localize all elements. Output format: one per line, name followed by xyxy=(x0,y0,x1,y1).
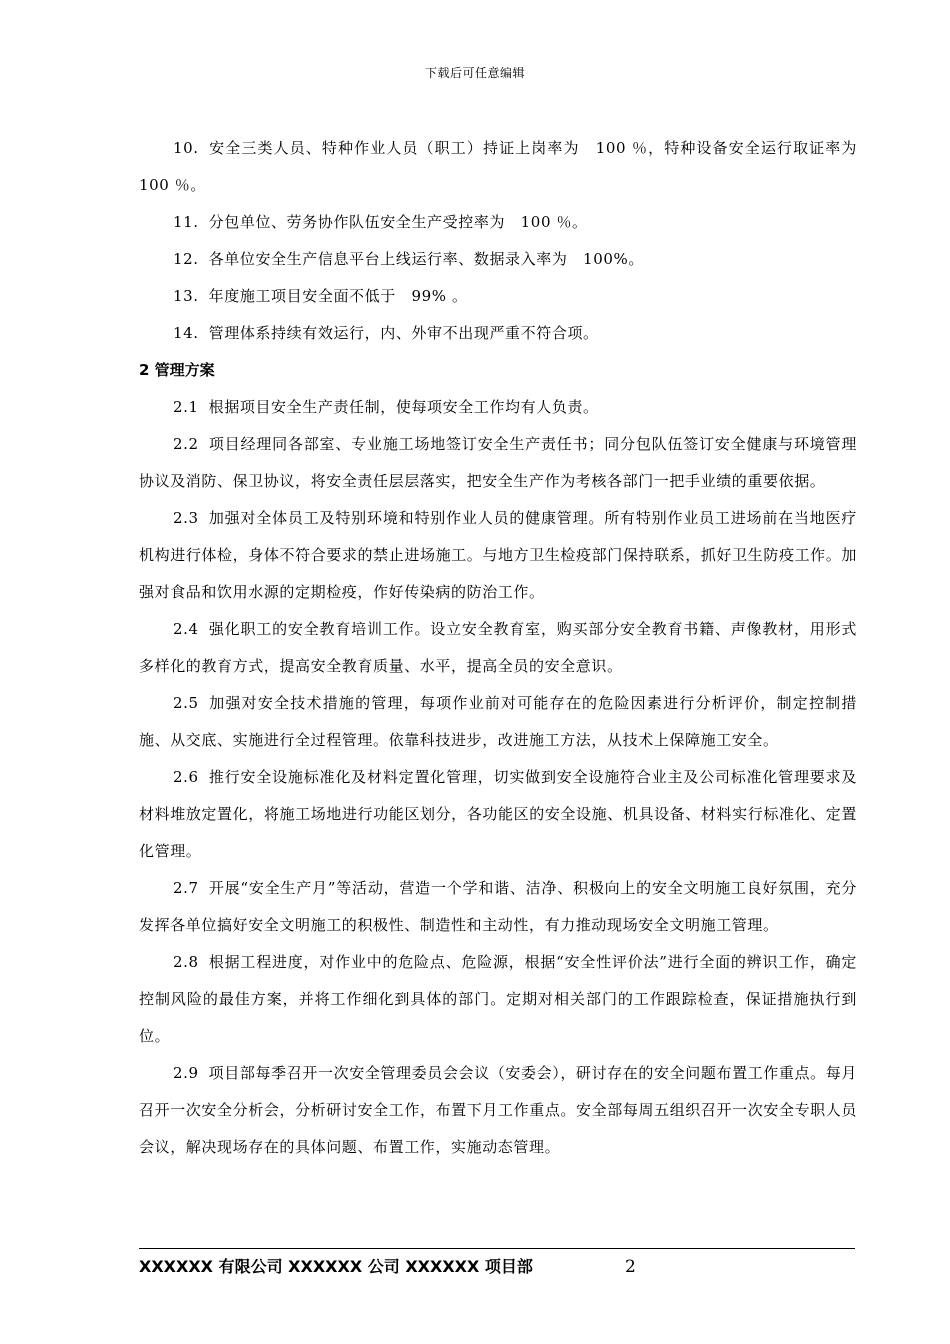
target-item-11 xyxy=(139,204,857,241)
item-number: 12. xyxy=(173,250,199,268)
target-item-10 xyxy=(139,130,873,204)
item-number: 14. xyxy=(173,324,199,342)
footer-divider xyxy=(139,1248,855,1249)
item-text: 项目经理同各部室、专业施工场地签订安全生产责任书；同分包队伍签订安全健康与环境管理协议及消防、保卫协议，将安全责任层层落实，把安全生产作为考核各部门一把手业绩的重要依据。 xyxy=(139,435,857,490)
target-item-14 xyxy=(139,315,857,352)
plan-item-2-3 xyxy=(139,500,857,611)
footer-company: XXXXXX 有限公司 XXXXXX 公司 XXXXXX 项目部 xyxy=(139,1257,533,1276)
item-number: 2.3 xyxy=(173,509,199,527)
item-text: 分包单位、劳务协作队伍安全生产受控率为 100 ％。 xyxy=(208,213,588,231)
plan-item-2-9 xyxy=(139,1055,857,1166)
item-number: 2.6 xyxy=(173,768,199,786)
item-number: 2.7 xyxy=(173,879,199,897)
item-number: 10. xyxy=(173,139,199,157)
plan-item-2-8 xyxy=(139,944,857,1055)
plan-item-2-6 xyxy=(139,759,857,870)
item-number: 2.4 xyxy=(173,620,199,638)
item-text: 根据工程进度，对作业中的危险点、危险源，根据“安全性评价法”进行全面的辨识工作，确定控制风险的最佳方案，并将工作细化到具体的部门。定期对相关部门的工作跟踪检查，保证措施执行到位。 xyxy=(139,953,857,1045)
plan-item-2-4 xyxy=(139,611,857,685)
target-item-12 xyxy=(139,241,857,278)
item-text: 各单位安全生产信息平台上线运行率、数据录入率为 100%。 xyxy=(208,250,644,268)
item-number: 11. xyxy=(173,213,199,231)
item-text: 项目部每季召开一次安全管理委员会会议（安委会），研讨存在的安全问题布置工作重点。每月召开一次安全分析会，分析研讨安全工作，布置下月工作重点。安全部每周五组织召开一次安全专职人员会议，解决现场存在的具体问题、布置工作，实施动态管理。 xyxy=(139,1064,857,1156)
plan-item-2-5 xyxy=(139,685,857,759)
download-note: 下载后可任意编辑 xyxy=(424,66,525,80)
item-number: 2.9 xyxy=(173,1064,199,1082)
item-text: 安全三类人员、特种作业人员（职工）持证上岗率为 100 ％，特种设备安全运行取证率为 100 ％。 xyxy=(139,139,873,194)
item-text: 强化职工的安全教育培训工作。设立安全教育室，购买部分安全教育书籍、声像教材，用形式多样化的教育方式，提高安全教育质量、水平，提高全员的安全意识。 xyxy=(139,620,857,675)
item-text: 推行安全设施标准化及材料定置化管理，切实做到安全设施符合业主及公司标准化管理要求及材料堆放定置化，将施工场地进行功能区划分，各功能区的安全设施、机具设备、材料实行标准化、定置化管理。 xyxy=(139,768,857,860)
target-item-13 xyxy=(139,278,857,315)
item-number: 2.1 xyxy=(173,398,199,416)
item-text: 年度施工项目安全面不低于 99% 。 xyxy=(208,287,468,305)
item-number: 13. xyxy=(173,287,199,305)
item-text: 加强对全体员工及特别环境和特别作业人员的健康管理。所有特别作业员工进场前在当地医疗机构进行体检，身体不符合要求的禁止进场施工。与地方卫生检疫部门保持联系，抓好卫生防疫工作。加强对食品和饮用水源的定期检疫，作好传染病的防治工作。 xyxy=(139,509,857,601)
page-number: 2 xyxy=(625,1257,636,1277)
item-text: 根据项目安全生产责任制，使每项安全工作均有人负责。 xyxy=(208,398,599,416)
item-text: 管理体系持续有效运行，内、外审不出现严重不符合项。 xyxy=(208,324,599,342)
plan-item-2-1 xyxy=(139,389,857,426)
item-text: 开展“安全生产月”等活动，营造一个学和谐、洁净、积极向上的安全文明施工良好氛围，充分发挥各单位搞好安全文明施工的积极性、制造性和主动性，有力推动现场安全文明施工管理。 xyxy=(139,879,857,934)
item-text: 加强对安全技术措施的管理，每项作业前对可能存在的危险因素进行分析评价，制定控制措施、从交底、实施进行全过程管理。依靠科技进步，改进施工方法，从技术上保障施工安全。 xyxy=(139,694,857,749)
plan-item-2-2 xyxy=(139,426,857,500)
plan-item-2-7 xyxy=(139,870,857,944)
item-number: 2.8 xyxy=(173,953,199,971)
item-number: 2.2 xyxy=(173,435,199,453)
document-body xyxy=(139,130,873,1166)
item-number: 2.5 xyxy=(173,694,199,712)
section-heading: 2 管理方案 xyxy=(139,361,215,379)
